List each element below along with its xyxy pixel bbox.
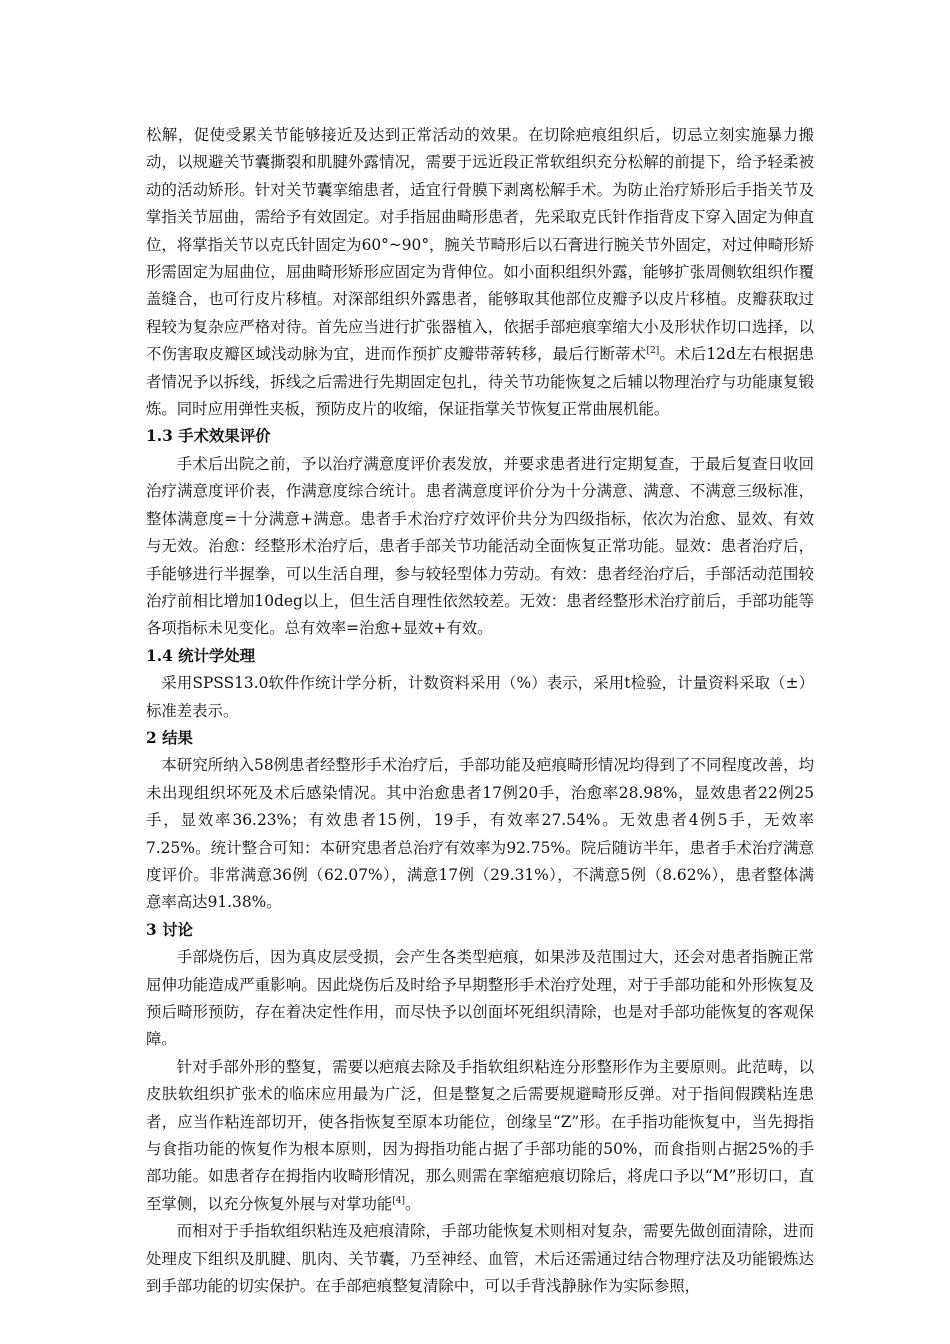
paragraph-effect-evaluation: 手术后出院之前，予以治疗满意度评价表发放，并要求患者进行定期复查，于最后复查日收回治疗满意度评价表，作满意度综合统计。患者满意度评价分为十分满意、满意、不满意三级标准，整体满意度=十分满意+满意。患者手术治疗疗效评价共分为四级指标，依次为治愈、显效、有效与无效。治愈：经整形术治疗后，患者手部关节功能活动全面恢复正常功能。显效：患者治疗后，手能够进行半握拳，可以生活自理，参与较轻型体力劳动。有效：患者经治疗后，手部活动范围较治疗前相比增加10deg以上，但生活自理性依然较差。无效：患者经整形术治疗前后，手部功能等各项指标未见变化。总有效率=治愈+显效+有效。 [146, 454, 814, 638]
paragraph-results: 本研究所纳入58例患者经整形手术治疗后，手部功能及疤痕畸形情况均得到了不同程度改善，均未出现组织坏死及术后感染情况。其中治愈患者17例20手，治愈率28.98%，显效患者22例25手，显效率36.23%；有效患者15例，19手，有效率27.54%。无效患者4例5手，无效率7.25%。统计整合可知：本研究患者总治疗有效率为92.75%。院后随访半年，患者手术治疗满意度评价。非常满意36例（62.07%），满意17例（29.31%），不满意5例（8.62%），患者整体满意率高达91.38%。 [146, 756, 814, 912]
paragraph-statistics: 采用SPSS13.0软件作统计学分析，计数资料采用（%）表示，采用t检验，计量资料采取（±）标准差表示。 [146, 674, 814, 720]
paragraph-surgical-procedure [146, 122, 814, 423]
paragraph-text-tail: 。 [405, 1194, 421, 1213]
paragraph-discussion-2 [146, 1054, 814, 1218]
paragraph-discussion-3: 而相对于手指软组织粘连及疤痕清除，手部功能恢复术则相对复杂，需要先做创面清除，进而处理皮下组织及肌腱、肌肉、关节囊，乃至神经、血管，术后还需通过结合物理疗法及功能锻炼达到手部功能的切实保护。在手部疤痕整复清除中，可以手背浅静脉作为实际参照， [146, 1222, 814, 1296]
section-heading-2: 2 结果 [146, 728, 193, 747]
paragraph-text: 针对手部外形的整复，需要以疤痕去除及手指软组织粘连分形整形作为主要原则。此范畴，以皮肤软组织扩张术的临床应用最为广泛，但是整复之后需要规避畸形反弹。对于指间假蹼粘连患者，应当作粘连部切开，使各指恢复至原本功能位，创缘呈“Z”形。在手指功能恢复中，当先拇指与食指功能的恢复作为根本原则，因为拇指功能占据了手部功能的50%，而食指则占据25%的手部功能。如患者存在拇指内收畸形情况，那么则需在挛缩疤痕切除后，将虎口予以“M”形切口，直至掌侧，以充分恢复外展与对掌功能 [146, 1057, 814, 1213]
section-heading-1-3: 1.3 手术效果评价 [146, 427, 271, 446]
paragraph-discussion-1: 手部烧伤后，因为真皮层受损，会产生各类型疤痕，如果涉及范围过大，还会对患者指腕正常屈伸功能造成严重影响。因此烧伤后及时给予早期整形手术治疗处理，对于手部功能和外形恢复及预后畸形预防，存在着决定性作用，而尽快予以创面坏死组织清除，也是对手部功能恢复的客观保障。 [146, 948, 814, 1049]
paragraph-text: 松解，促使受累关节能够接近及达到正常活动的效果。在切除疤痕组织后，切忌立刻实施暴力搬动，以规避关节囊撕裂和肌腱外露情况，需要于远近段正常软组织充分松解的前提下，给予轻柔被动的活动矫形。针对关节囊挛缩患者，适宜行骨膜下剥离松解手术。为防止治疗矫形后手指关节及掌指关节屈曲，需给予有效固定。对手指屈曲畸形患者，先采取克氏针作指背皮下穿入固定为伸直位，将掌指关节以克氏针固定为60°~90°，腕关节畸形后以石膏进行腕关节外固定，对过伸畸形矫形需固定为屈曲位，屈曲畸形矫形应固定为背伸位。如小面积组织外露，能够扩张周侧软组织作覆盖缝合，也可行皮片移植。对深部组织外露患者，能够取其他部位皮瓣予以皮片移植。皮瓣获取过程较为复杂应严格对待。首先应当进行扩张器植入，依据手部疤痕挛缩大小及形状作切口选择，以不伤害取皮瓣区域浅动脉为宜，进而作预扩皮瓣带蒂转移，最后行断蒂术 [146, 126, 814, 364]
section-heading-1-4: 1.4 统计学处理 [146, 646, 256, 665]
document-page [146, 122, 814, 1300]
citation-ref-4[interactable]: [4] [392, 1195, 406, 1206]
paragraph-text-tail: 。术后12d左右根据患者情况予以拆线，拆线之后需进行先期固定包扎，待关节功能恢复之后辅以物理治疗与功能康复锻炼。同时应用弹性夹板，预防皮片的收缩，保证指掌关节恢复正常曲展机能。 [146, 345, 814, 419]
citation-ref-2[interactable]: [2] [646, 346, 660, 357]
section-heading-3: 3 讨论 [146, 920, 193, 939]
